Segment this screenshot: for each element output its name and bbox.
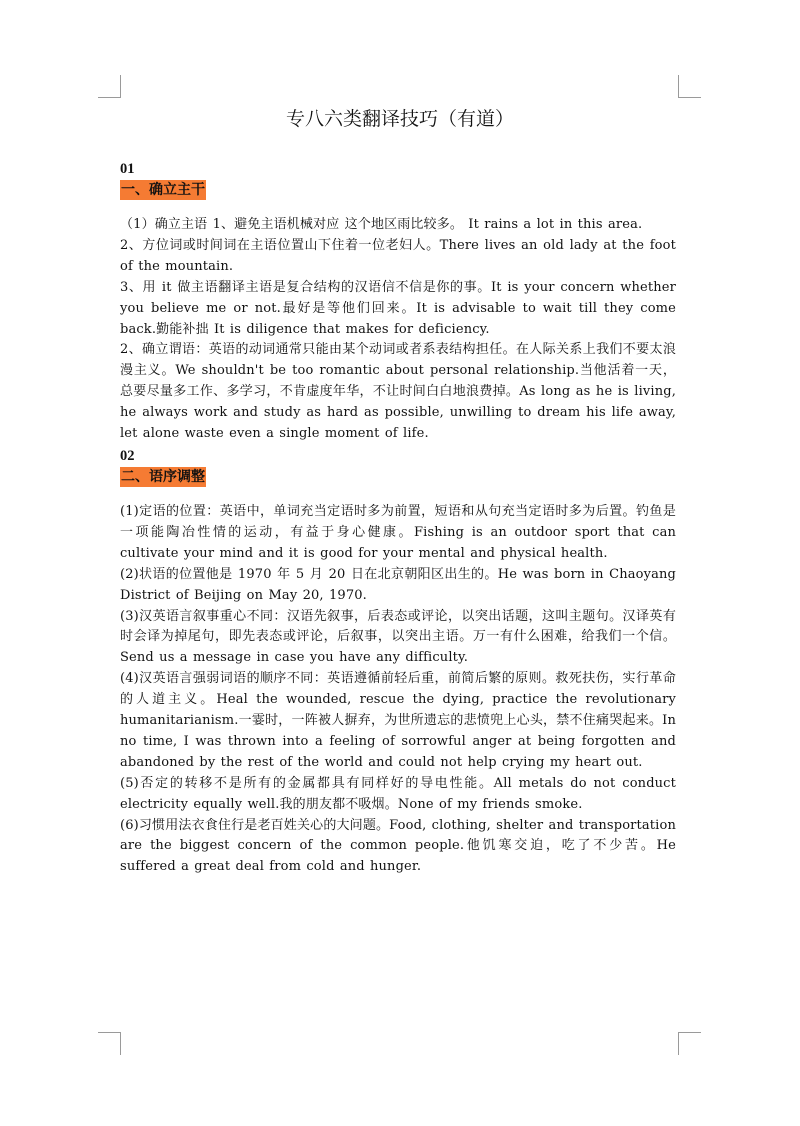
paragraph: （1）确立主语 1、避免主语机械对应 这个地区雨比较多。 It rains a lot in this area. — [120, 217, 643, 232]
section-1 — [120, 160, 676, 445]
paragraph: (3)汉英语言叙事重心不同：汉语先叙事，后表态或评论，以突出话题，这叫主题句。汉译英有时会译为掉尾句，即先表态或评论，后叙事，以突出主语。万一有什么困难，给我们一个信。Send us a message in case you have any difficulty. — [120, 608, 676, 666]
section-heading: 一、确立主干 — [121, 182, 205, 198]
paragraph: 2、确立谓语：英语的动词通常只能由某个动词或者系表结构担任。在人际关系上我们不要太浪漫主义。We shouldn't be too romantic about personal relationship.当他活着一天，总要尽量多工作、多学习，不肯虚度年华，不让时间白白地浪费掉。As long as he is living, he always work and study as hard as possible, unwilling to dream his life away, let alone waste even a single moment of life. — [120, 342, 676, 442]
paragraph: 2、方位词或时间词在主语位置山下住着一位老妇人。There lives an old lady at the foot of the mountain. — [120, 237, 676, 274]
document-title: 专八六类翻译技巧（有道） — [285, 108, 514, 130]
section-heading: 二、语序调整 — [121, 468, 205, 485]
paragraph: (6)习惯用法衣食住行是老百姓关心的大问题。Food, clothing, shelter and transportation are the biggest concern of the common people.他饥寒交迫，吃了不少苦。He suffered a great deal from cold and hunger. — [120, 817, 676, 875]
paragraph: (2)状语的位置他是 1970 年 5 月 20 日在北京朝阳区出生的。He was born in Chaoyang District of Beijing on May 20, 1970. — [120, 566, 676, 603]
crop-mark-bottom-right — [678, 1032, 701, 1055]
section-number: 01 — [120, 161, 135, 177]
crop-mark-bottom-left — [98, 1032, 121, 1055]
section-heading-wrap — [120, 179, 676, 199]
paragraph: (5)否定的转移不是所有的金属都具有同样好的导电性能。All metals do not conduct electricity equally well.我的朋友都不吸烟。None of my friends smoke. — [120, 775, 676, 812]
section-number: 02 — [120, 447, 135, 464]
paragraph: 3、用 it 做主语翻译主语是复合结构的汉语信不信是你的事。It is your concern whether you believe me or not.最好是等他们回来。It is advisable to wait till they come back.勤能补拙 It is diligence that makes for deficiency. — [120, 279, 676, 337]
document-body — [120, 160, 676, 878]
crop-mark-top-right — [678, 75, 701, 98]
section-2 — [120, 447, 676, 878]
crop-mark-top-left — [98, 75, 121, 98]
section-heading-wrap — [120, 466, 676, 486]
paragraph: (4)汉英语言强弱词语的顺序不同：英语遵循前轻后重，前简后繁的原则。救死扶伤，实行革命的人道主义。Heal the wounded, rescue the dying, practice the revolutionary humanitarianism.一霎时，一阵被人摒弃，为世所遗忘的悲愤兜上心头，禁不住痛哭起来。In no time, I was thrown into a feeling of sorrowful anger at being forgotten and abandoned by the rest of the world and could not help crying my heart out. — [120, 671, 676, 770]
paragraph: (1)定语的位置：英语中，单词充当定语时多为前置，短语和从句充当定语时多为后置。钓鱼是一项能陶冶性情的运动，有益于身心健康。Fishing is an outdoor sport that can cultivate your mind and it is good for your mental and physical health. — [120, 503, 676, 561]
